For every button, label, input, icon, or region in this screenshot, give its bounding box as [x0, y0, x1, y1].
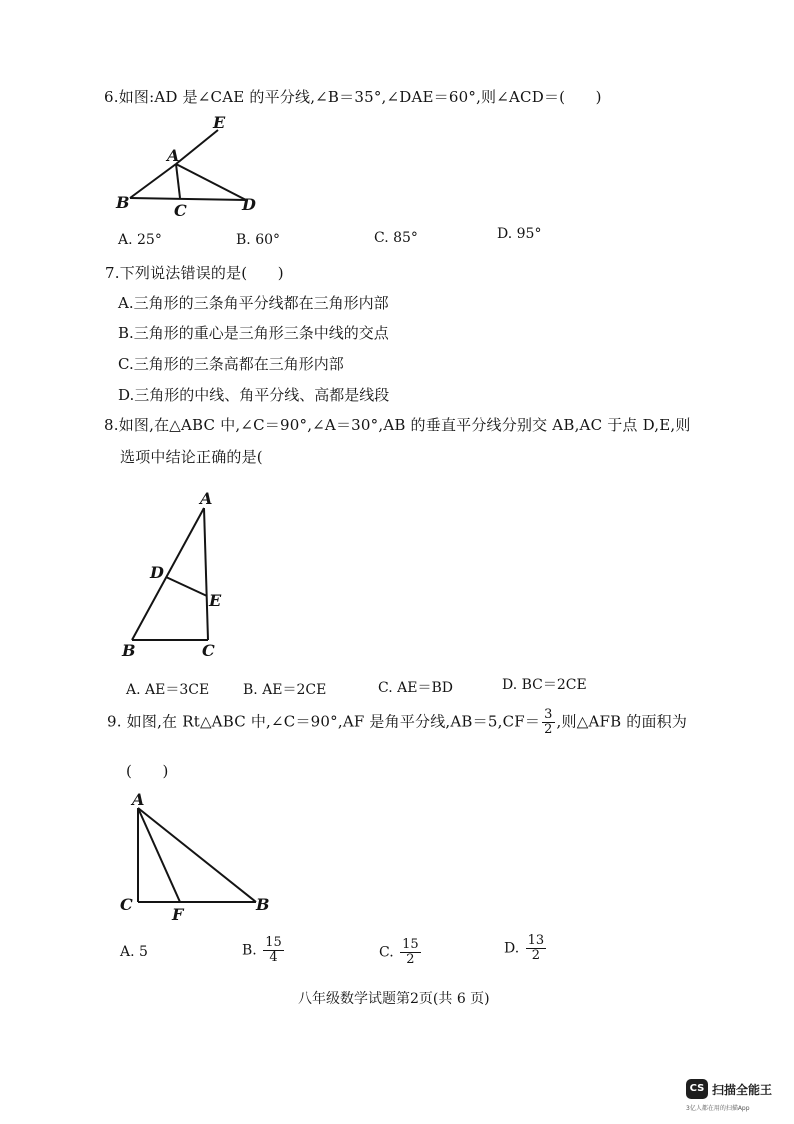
- scanner-watermark: [686, 1079, 786, 1113]
- q6-label-b: B: [116, 193, 130, 212]
- q9-line-ab: [138, 808, 256, 902]
- q9-stem-pre: 9. 如图,在 Rt△ABC 中,∠C＝90°,AF 是角平分线,AB＝5,CF＝: [107, 712, 541, 731]
- q6-stem: 6.如图:AD 是∠CAE 的平分线,∠B＝35°,∠DAE＝60°,则∠ACD＝( ): [104, 88, 602, 106]
- watermark-name: 扫描全能王: [712, 1083, 773, 1097]
- q8-option-d: D. BC＝2CE: [502, 677, 587, 693]
- q9-cf-den: 2: [544, 722, 553, 737]
- q9-option-b-fraction: [263, 936, 284, 965]
- q6-option-c: C. 85°: [374, 230, 418, 246]
- q6-option-a: A. 25°: [118, 232, 162, 248]
- q9-option-b-prefix: B.: [242, 942, 262, 959]
- q8-option-c: C. AE＝BD: [378, 680, 453, 696]
- q9-figure: [116, 788, 276, 924]
- q7-option-c: C.三角形的三条高都在三角形内部: [118, 355, 344, 373]
- q9-line-af: [138, 808, 180, 902]
- q8-label-b: B: [122, 641, 136, 660]
- q9-option-d-prefix: D.: [504, 940, 524, 957]
- q6-figure: [110, 112, 280, 222]
- q9-option-c-prefix: C.: [379, 944, 399, 961]
- q8-line-ac: [204, 508, 208, 640]
- q8-label-e: E: [209, 591, 222, 610]
- q8-line-ab: [132, 508, 204, 640]
- page-footer: 八年级数学试题第2页(共 6 页): [298, 991, 490, 1007]
- camscanner-logo-icon: CS: [686, 1079, 708, 1099]
- q8-label-d: D: [150, 563, 164, 582]
- q9-option-b: [242, 936, 286, 965]
- q9-option-a-text: A. 5: [120, 944, 148, 960]
- q6-line-ac: [176, 164, 180, 198]
- q9-option-c: [379, 938, 423, 967]
- q9-option-c-den: 2: [406, 952, 415, 967]
- q9-stem: [107, 708, 687, 737]
- q9-option-d-fraction: [526, 934, 547, 963]
- q7-option-d: D.三角形的中线、角平分线、高都是线段: [118, 386, 390, 404]
- q6-option-b: B. 60°: [236, 232, 281, 248]
- q9-option-d: [504, 934, 548, 963]
- q9-option-c-num: 15: [402, 937, 419, 952]
- q8-line-de: [166, 577, 207, 596]
- q6-line-ab: [130, 164, 176, 198]
- q8-option-b: B. AE＝2CE: [243, 682, 327, 698]
- q7-stem: 7.下列说法错误的是( ): [105, 264, 284, 282]
- q6-label-d: D: [242, 195, 256, 214]
- q9-paren: ( ): [126, 762, 169, 780]
- q9-label-c: C: [120, 895, 133, 914]
- q8-option-a: A. AE＝3CE: [126, 682, 210, 698]
- q8-figure: [118, 486, 238, 666]
- q6-option-d: D. 95°: [497, 226, 542, 242]
- q9-stem-post: ,则△AFB 的面积为: [556, 712, 688, 731]
- q8-stem-line2: 选项中结论正确的是(: [120, 448, 263, 466]
- q6-label-a: A: [167, 146, 180, 165]
- q9-option-b-num: 15: [265, 935, 282, 950]
- q9-option-d-num: 13: [527, 933, 545, 948]
- q9-option-b-den: 4: [269, 950, 278, 965]
- q6-label-c: C: [174, 201, 187, 220]
- q8-label-a: A: [200, 489, 213, 508]
- q6-line-ae: [176, 130, 218, 164]
- q9-label-b: B: [256, 895, 270, 914]
- q9-option-a: [120, 944, 148, 960]
- q9-label-f: F: [172, 905, 184, 924]
- q9-option-d-den: 2: [531, 948, 541, 963]
- q8-stem-line1: 8.如图,在△ABC 中,∠C＝90°,∠A＝30°,AB 的垂直平分线分别交 AB,AC 于点 D,E,则: [104, 416, 691, 434]
- q9-cf-num: 3: [544, 707, 553, 722]
- q9-label-a: A: [132, 790, 145, 809]
- q6-line-bd: [130, 198, 246, 200]
- watermark-subtitle: 3亿人都在用的扫描App: [686, 1105, 750, 1112]
- q7-option-b: B.三角形的重心是三角形三条中线的交点: [118, 324, 389, 342]
- q6-label-e: E: [213, 113, 226, 132]
- q9-cf-fraction: [542, 708, 554, 737]
- q9-option-c-fraction: [400, 938, 421, 967]
- q7-option-a: A.三角形的三条角平分线都在三角形内部: [118, 294, 389, 312]
- q8-label-c: C: [202, 641, 215, 660]
- q6-line-ad: [176, 164, 246, 200]
